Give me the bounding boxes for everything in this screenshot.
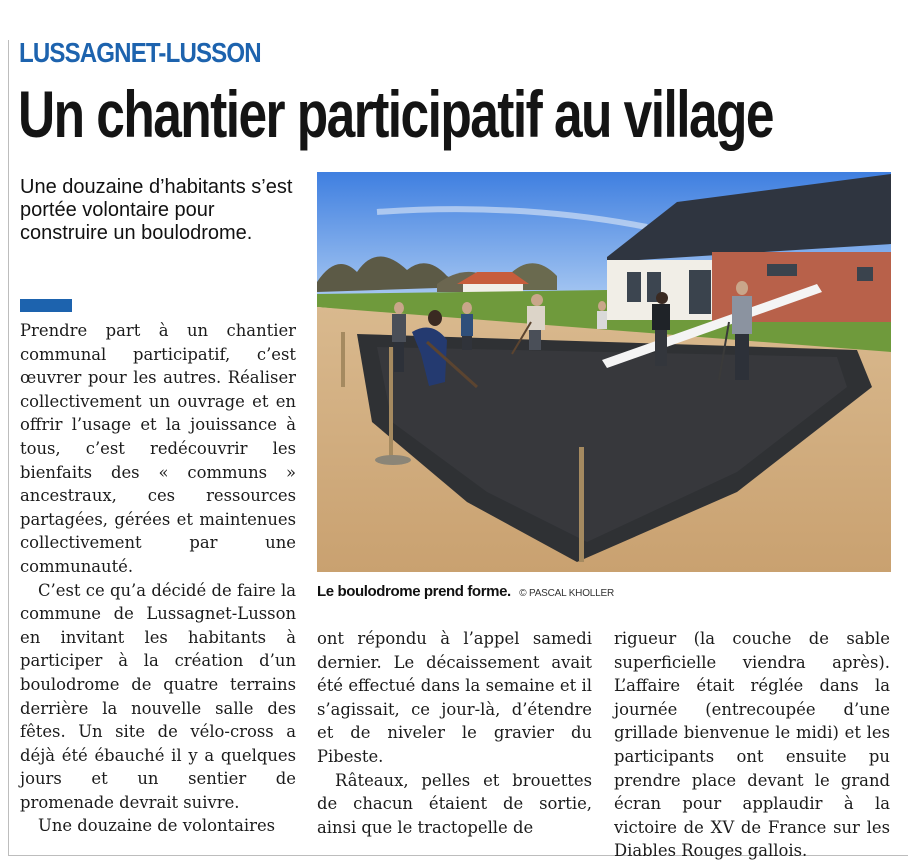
body-paragraph-4: rigueur (la couche de sable superficielle viendra après). L’affaire était réglée dans la journée (entrecoupée d’une grillade bienvenue le midi) et les participants ont ensuite pu prendre place devant le grand écran pour applaudir à la victoire de XV de France sur les Diables Rouges gallois. bbox=[614, 629, 890, 861]
article-kicker: LUSSAGNET-LUSSON bbox=[19, 37, 261, 68]
photo-caption-text: Le boulodrome prend forme. bbox=[317, 583, 511, 600]
column-rule-left bbox=[8, 40, 9, 856]
article-headline: Un chantier participatif au village bbox=[18, 77, 773, 151]
article-body-column-2 bbox=[317, 627, 592, 839]
body-paragraph-4: Râteaux, pelles et brouettes de chacun étaient de sortie, ainsi que le tractopelle de bbox=[317, 770, 592, 837]
article-chapo: Une douzaine d’habitants s’est portée volontaire pour construire un boulodrome. bbox=[20, 176, 293, 244]
photo-credit: © PASCAL KHOLLER bbox=[519, 588, 614, 599]
photo-boulodrome-construction bbox=[317, 172, 891, 572]
body-paragraph-3: ont répondu à l’appel samedi dernier. Le décaissement avait été effectué dans la semaine et il s’agissait, ce jour-là, d’étendre et de niveler le gravier du Pibeste. bbox=[317, 629, 592, 766]
body-paragraph-1: Prendre part à un chantier communal participatif, c’est œuvrer pour les autres. Réaliser collectivement un ouvrage et en offrir l’usage et la jouissance à tous, c’est redécouvrir les bienfaits des « communs » ancestraux, ces ressources partagées, gérées et maintenues collectivement par une communauté. bbox=[20, 321, 296, 576]
accent-bar bbox=[20, 299, 72, 312]
photo-caption bbox=[317, 583, 891, 601]
article-photo bbox=[317, 172, 891, 572]
body-paragraph-3: Une douzaine de volontaires bbox=[38, 816, 276, 836]
article-body-column-3 bbox=[614, 627, 890, 863]
article-body-column-1 bbox=[20, 319, 296, 838]
body-paragraph-2: C’est ce qu’a décidé de faire la commune de Lussagnet-Lusson en invitant les habitants à participer à la création d’un boulodrome de quatre terrains derrière la nouvelle salle des fêtes. Un site de vélo-cross a déjà été ébauché il y a quelques jours et un sentier de promenade devrait suivre. bbox=[20, 580, 296, 812]
